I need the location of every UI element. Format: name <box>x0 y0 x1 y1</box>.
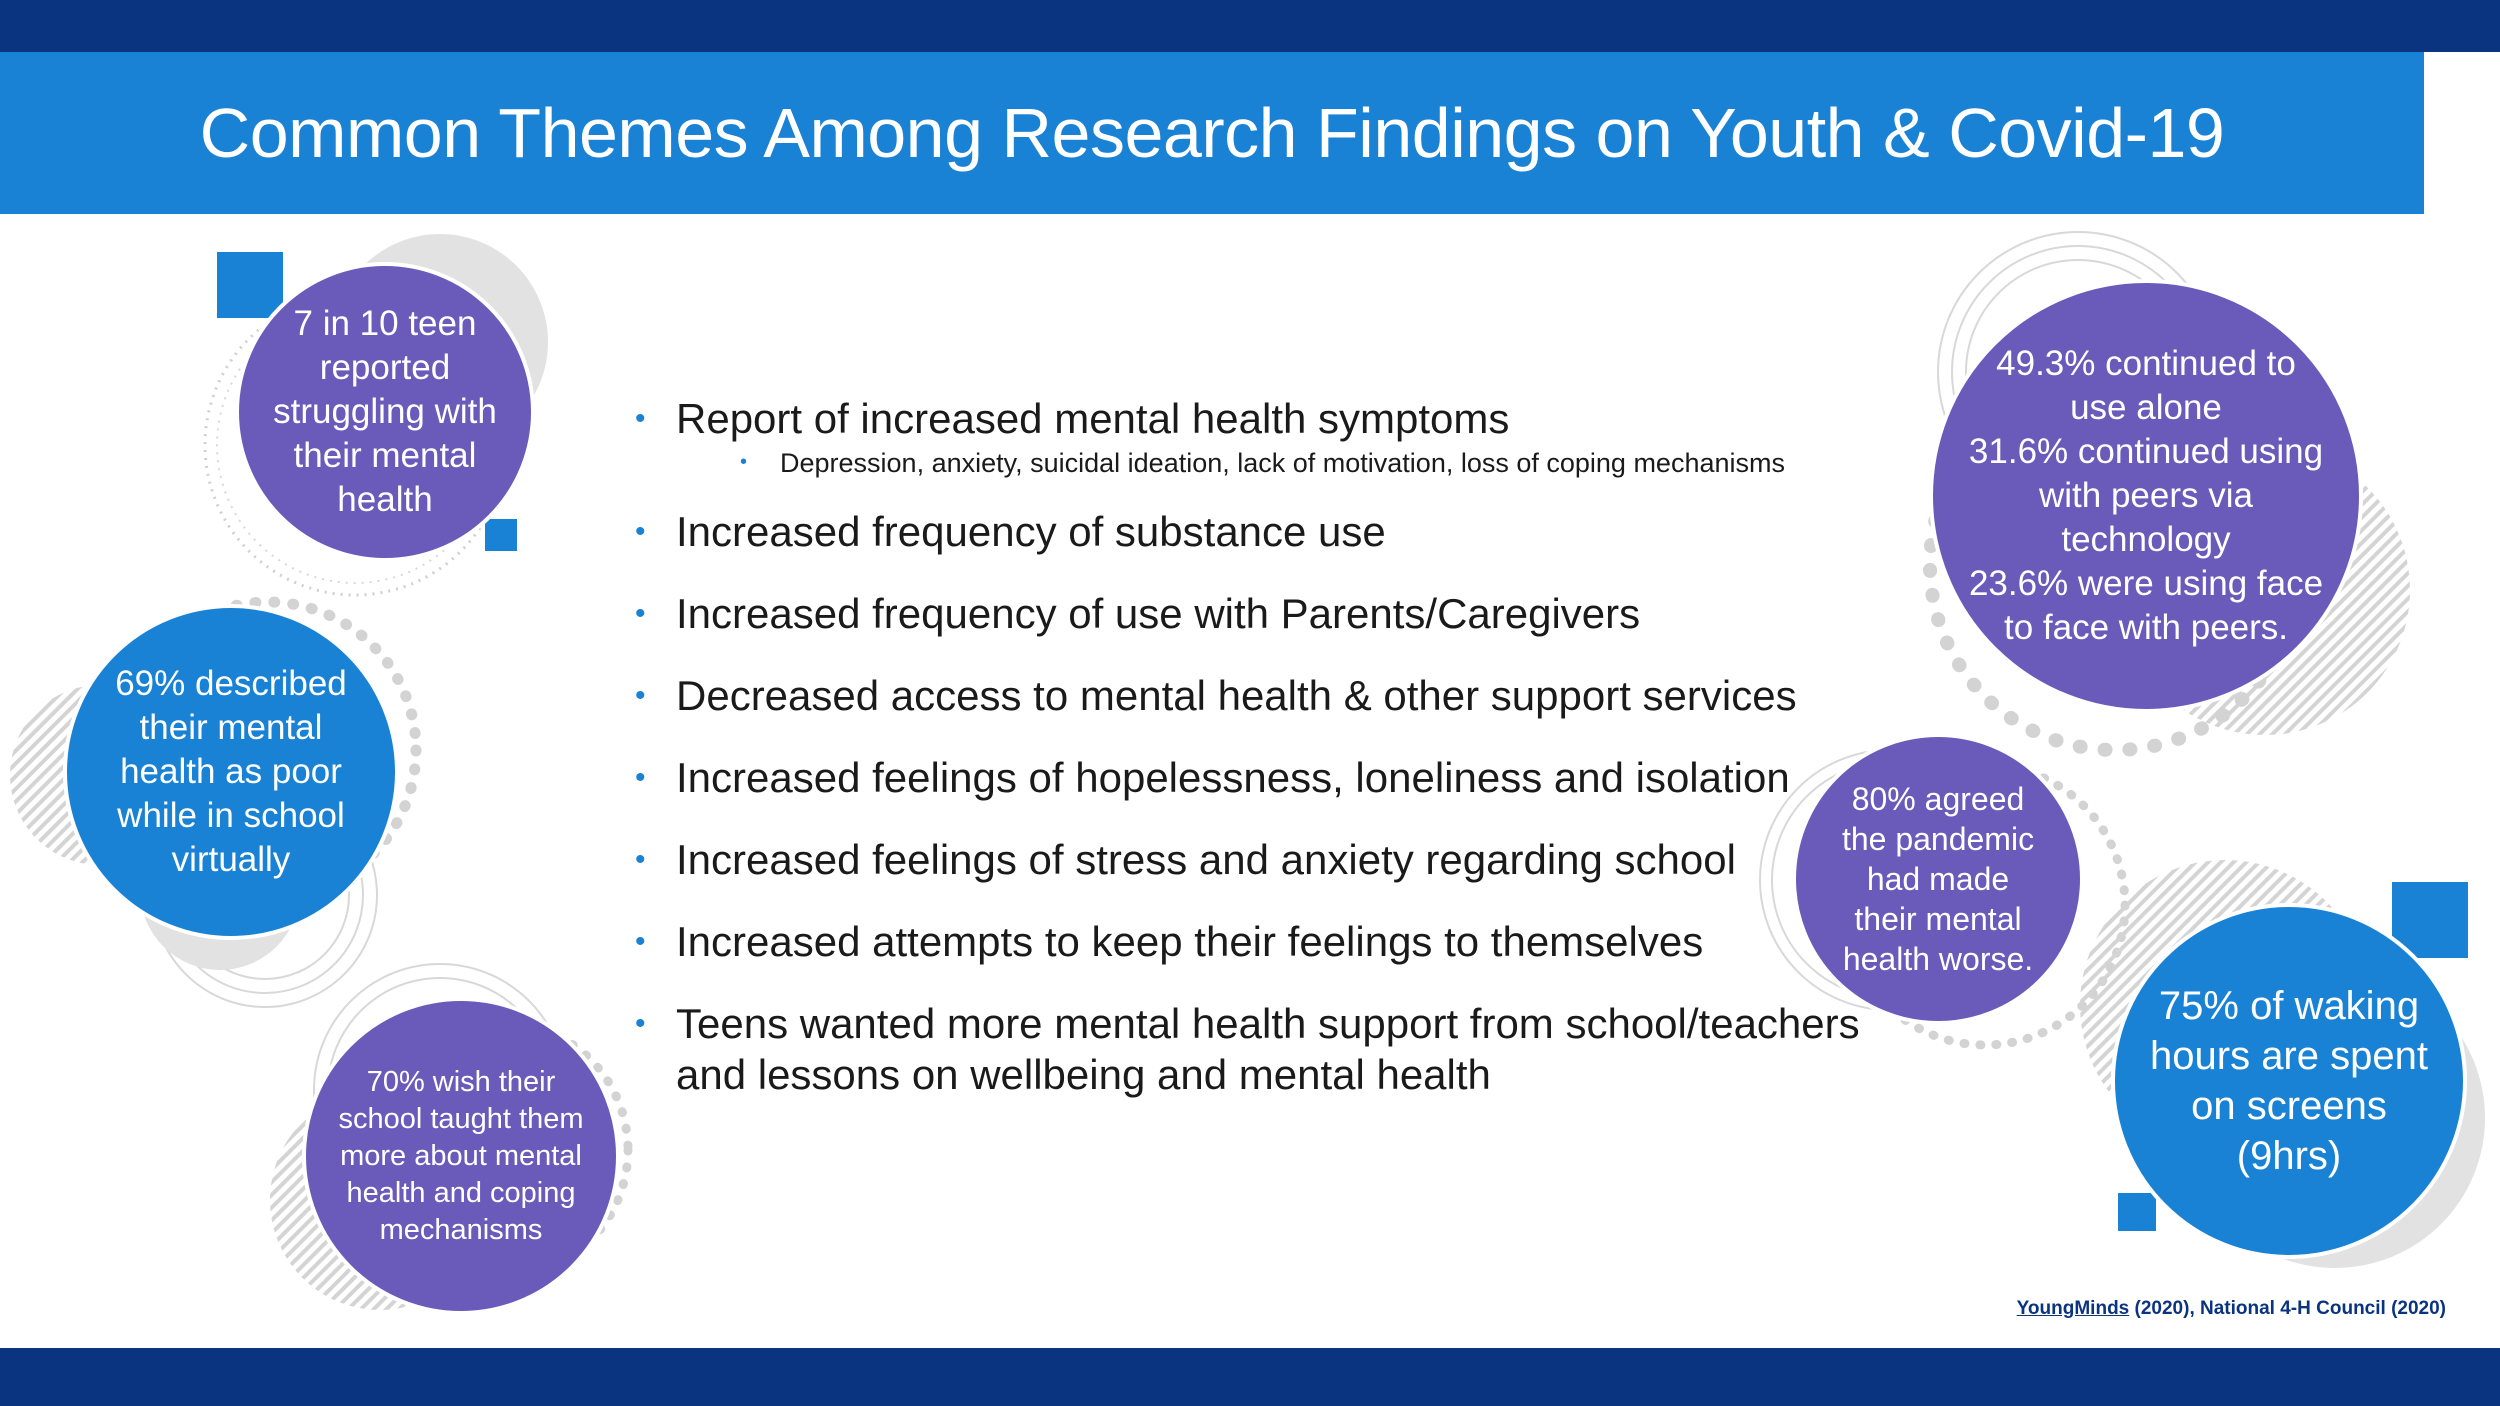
finding-item: • Increased feelings of stress and anxiety regarding school <box>635 834 1875 885</box>
stat-text: 80% agreed the pandemic had made their mental health worse. <box>1841 781 2035 977</box>
stat-bubble-wish-taught <box>302 997 620 1315</box>
stat-bubble-poor-school <box>63 604 399 940</box>
citation <box>2017 1298 2446 1320</box>
slide-title: Common Themes Among Research Findings on Youth & Covid-19 <box>199 94 2225 172</box>
stat-bubble-teen-struggling <box>235 262 535 562</box>
bottom-bar <box>0 1348 2500 1406</box>
finding-item: • Increased feelings of hopelessness, loneliness and isolation <box>635 752 1875 803</box>
findings-list <box>635 393 1875 1100</box>
finding-item: • Increased attempts to keep their feelings to themselves <box>635 916 1875 967</box>
finding-item: • Decreased access to mental health & other support services <box>635 670 1875 721</box>
finding-item: • Increased frequency of use with Parents/Caregivers <box>635 588 1875 639</box>
deco-square <box>485 519 517 551</box>
stat-bubble-continued-use <box>1929 279 2363 713</box>
stat-text: 69% described their mental health as poor while in school virtually <box>115 664 347 879</box>
stat-text: 7 in 10 teen reported struggling with their mental health <box>273 304 497 519</box>
stat-text: 75% of waking hours are spent on screens (9hrs) <box>2150 984 2428 1178</box>
citation-link[interactable]: YoungMinds <box>2016 1298 2130 1319</box>
stat-text: 49.3% continued to use alone 31.6% continued using with peers via technology 23.6% were using face to face with peers. <box>1968 344 2324 647</box>
deco-square <box>2118 1193 2156 1231</box>
finding-item: • Teens wanted more mental health support from school/teachers and lessons on wellbeing and mental health <box>635 998 1876 1100</box>
stat-text: 70% wish their school taught them more about mental health and coping mechanisms <box>338 1065 584 1246</box>
finding-item: • Increased frequency of substance use <box>635 506 1875 557</box>
citation-text: (2020), National 4-H Council (2020) <box>2129 1298 2446 1319</box>
finding-subitem: • Depression, anxiety, suicidal ideation, lack of motivation, loss of coping mechanisms <box>635 446 1875 480</box>
stat-bubble-screen-hours <box>2111 903 2467 1259</box>
finding-item: • Report of increased mental health symptoms <box>635 393 1875 444</box>
